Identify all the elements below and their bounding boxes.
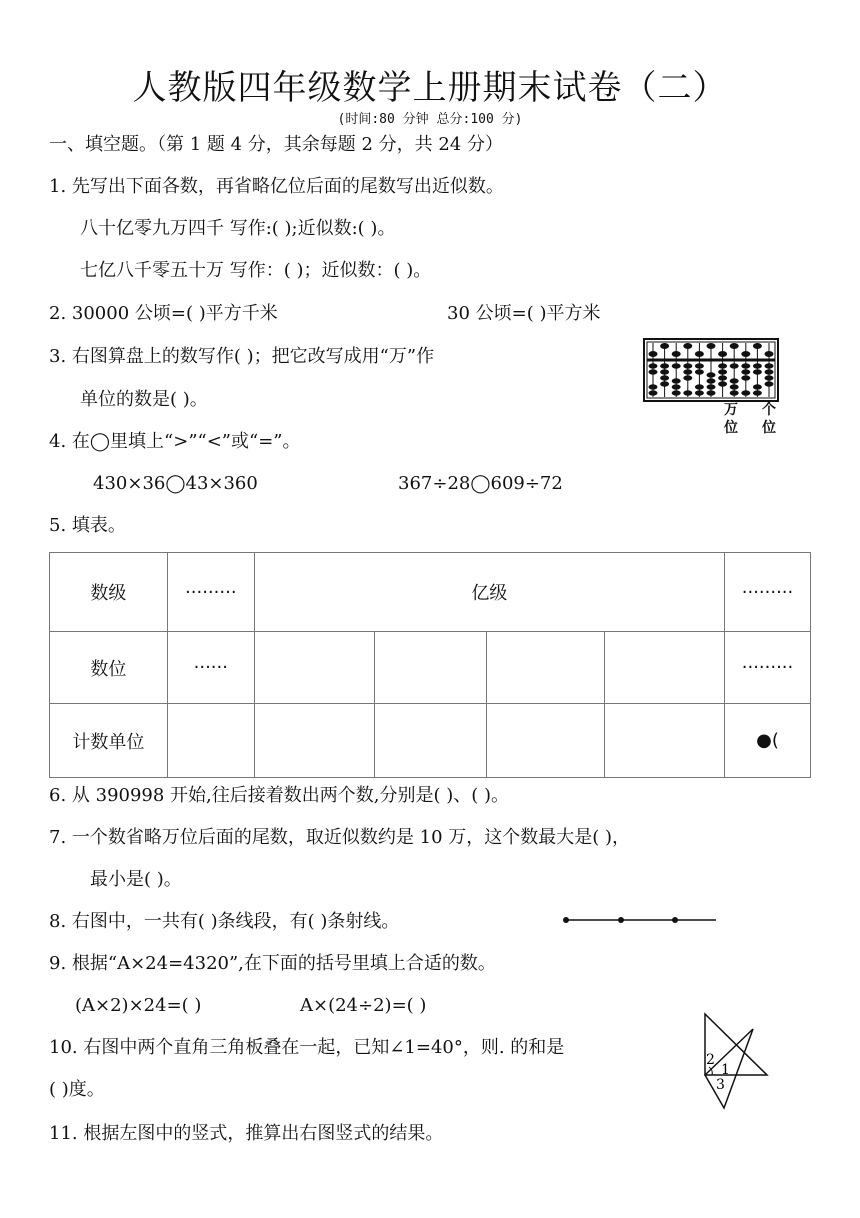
q9-stem: 9. 根据“A×24=4320”,在下面的括号里填上合适的数。 [49,953,496,974]
q7-line-b: 最小是( )。 [90,869,182,890]
q8: 8. 右图中，一共有( )条线段，有( )条射线。 [49,911,400,932]
q11: 11. 根据左图中的竖式，推算出右图竖式的结果。 [49,1123,444,1144]
q9-expr-a: (A×2)×24=( ) [75,995,202,1016]
place-value-table [49,552,811,778]
label-ge: 个 [762,402,776,418]
q1-line-a: 八十亿零九万四千 写作:( );近似数:( )。 [80,218,396,239]
angle-2-label: 2 [706,1052,715,1068]
blank-cell[interactable] [167,704,254,778]
exam-title: 人教版四年级数学上册期末试卷（二） [132,68,728,108]
label-wei-1: 位 [724,420,738,436]
blank-cell[interactable] [605,632,725,704]
blank-cell[interactable] [374,632,487,704]
abacus-figure [643,338,779,402]
abacus-rods [649,343,774,397]
blank-cell[interactable] [254,704,374,778]
label-wan: 万 [724,402,738,418]
yi-level-cell: 亿级 [254,553,724,632]
row-label-level: 数级 [50,553,168,632]
blank-cell[interactable] [254,632,374,704]
q2-part-b: 30 公顷=( )平方米 [447,303,601,324]
bullet-cell: ●( [725,704,811,778]
triangle-rulers-figure [700,1012,772,1110]
q4-expr-a: 430×36◯43×360 [93,473,258,494]
blank-cell[interactable] [487,704,605,778]
ellipsis-cell: ······ [167,632,254,704]
q4-expr-b: 367÷28◯609÷72 [398,473,563,494]
row-label-unit: 计数单位 [50,704,168,778]
ellipsis-cell: ········· [725,632,811,704]
table-row [50,704,811,778]
blank-cell[interactable] [605,704,725,778]
row-label-place: 数位 [50,632,168,704]
q9-expr-b: A×(24÷2)=( ) [300,995,427,1016]
table-row [50,632,811,704]
q1-line-b: 七亿八千零五十万 写作：( )；近似数：( )。 [80,260,432,281]
angle-3-label: 3 [716,1077,725,1093]
q7-line-a: 7. 一个数省略万位后面的尾数，取近似数约是 10 万，这个数最大是( )， [49,827,631,848]
angle-1-label: 1 [721,1062,730,1078]
q10-line-b: ( )度。 [49,1079,105,1100]
section-header: 一、填空题。（第 1 题 4 分，其余每题 2 分，共 24 分） [49,134,504,155]
line-segment-figure [560,912,720,928]
label-wei-2: 位 [762,420,776,436]
q3-line-b: 单位的数是( )。 [80,389,208,410]
q2-part-a: 2. 30000 公顷=( )平方千米 [49,303,278,324]
q3-line-a: 3. 右图算盘上的数写作( )；把它改写成用“万”作 [49,346,435,367]
ellipsis-cell: ········· [725,553,811,632]
q1-stem: 1. 先写出下面各数，再省略亿位后面的尾数写出近似数。 [49,176,504,197]
q6: 6. 从 390998 开始,往后接着数出两个数,分别是( )、( )。 [49,785,510,806]
q5-stem: 5. 填表。 [49,515,126,536]
q4-stem: 4. 在◯里填上“>”“<”或“=”。 [49,431,301,452]
blank-cell[interactable] [374,704,487,778]
ellipsis-cell: ········· [167,553,254,632]
table-row [50,553,811,632]
blank-cell[interactable] [487,632,605,704]
exam-subtitle: (时间:80 分钟 总分:100 分) [337,112,523,127]
q10-line-a: 10. 右图中两个直角三角板叠在一起，已知∠1=40°，则. 的和是 [49,1037,565,1058]
